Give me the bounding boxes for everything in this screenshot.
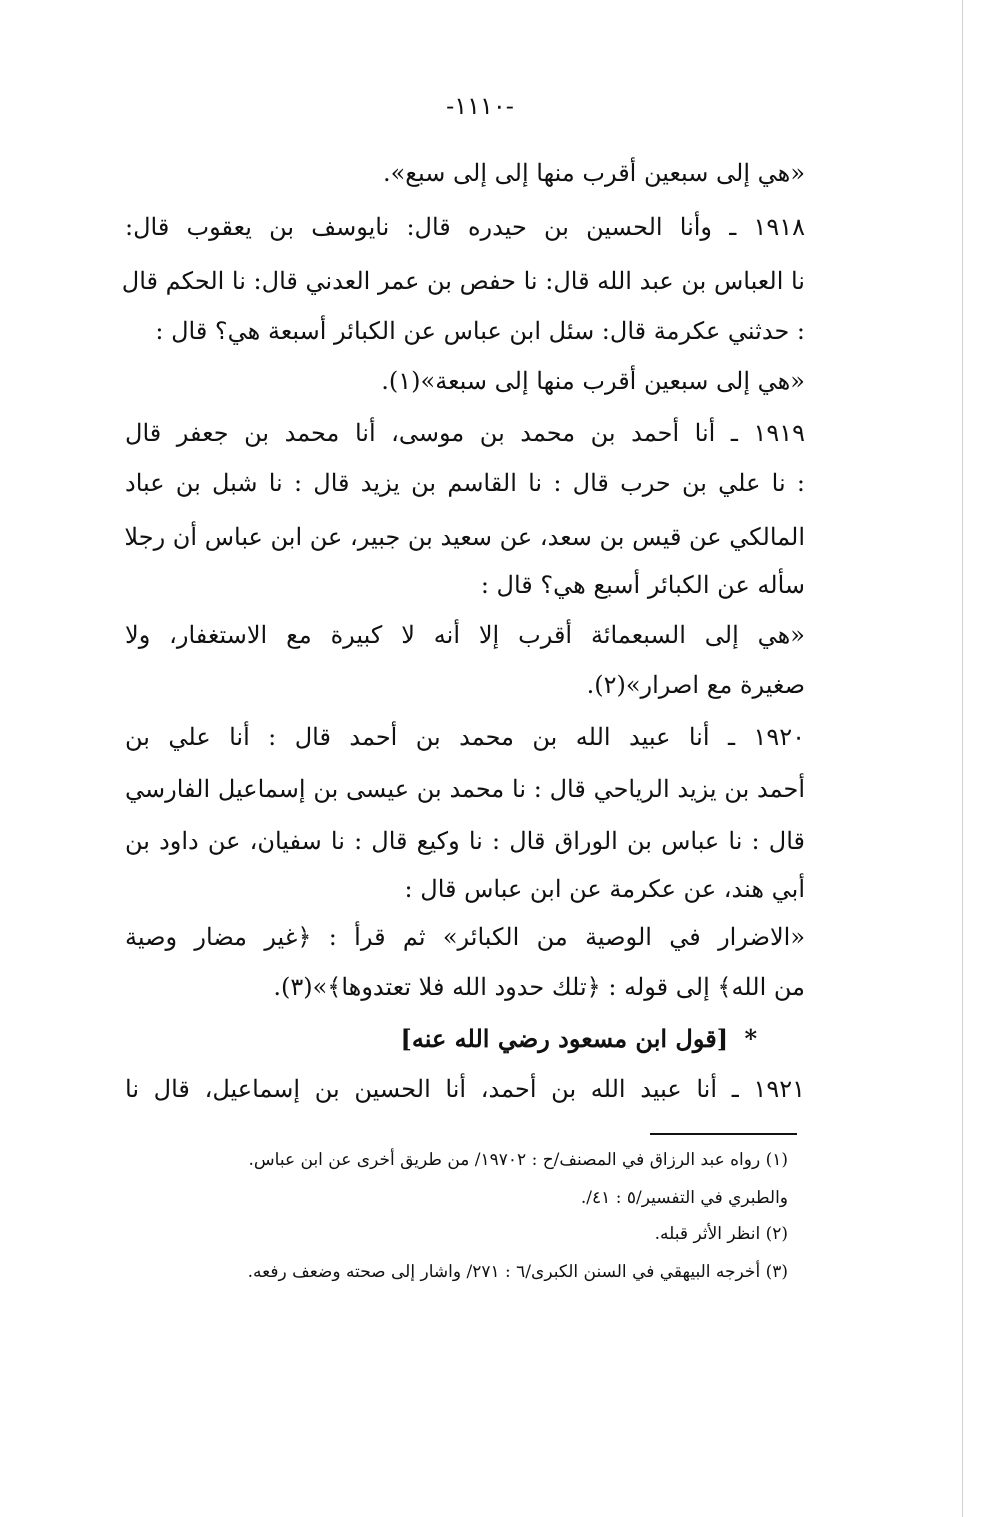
text-line: ١٩١٩ ـ أنا أحمد بن محمد بن موسى، أنا محمد بن جعفر قال	[125, 419, 805, 447]
text-line: سأله عن الكبائر أسبع هي؟ قال :	[480, 571, 805, 599]
text-line: أبي هند، عن عكرمة عن ابن عباس قال :	[404, 875, 805, 903]
text-line: «هي إلى سبعين أقرب منها إلى إلى سبع».	[382, 159, 805, 187]
text-line: قال : نا عباس بن الوراق قال : نا وكيع قال : نا سفيان، عن داود بن	[125, 827, 805, 855]
text-line: «هي إلى سبعين أقرب منها إلى سبعة»(١).	[381, 367, 805, 395]
text-line: «هي إلى السبعمائة أقرب إلا أنه لا كبيرة مع الاستغفار، ولا	[125, 621, 805, 649]
text-line: صغيرة مع اصرار»(٢).	[586, 671, 805, 699]
page-number: -١١١٠-	[446, 92, 514, 120]
scan-edge-divider	[962, 0, 963, 1517]
text-line: أحمد بن يزيد الرياحي قال : نا محمد بن عيسى بن إسماعيل الفارسي	[125, 775, 805, 803]
text-line: من الله﴾ إلى قوله : ﴿تلك حدود الله فلا تعتدوها﴾»(٣).	[273, 973, 805, 1001]
text-line: : نا علي بن حرب قال : نا القاسم بن يزيد قال : نا شبل بن عباد	[125, 469, 805, 497]
text-line: نا العباس بن عبد الله قال: نا حفص بن عمر العدني قال: نا الحكم قال	[121, 267, 805, 295]
text-line: المالكي عن قيس بن سعد، عن سعيد بن جبير، عن ابن عباس أن رجلا	[124, 523, 805, 551]
text-line: ١٩٢٠ ـ أنا عبيد الله بن محمد بن أحمد قال : أنا علي بن	[125, 723, 805, 751]
footnotes	[160, 0, 788, 1300]
section-heading-text: [قول ابن مسعود رضي الله عنه]	[400, 1024, 729, 1053]
footnote-line: والطبري في التفسير/٥ : ٤١/.	[580, 1188, 788, 1208]
text-line: : حدثني عكرمة قال: سئل ابن عباس عن الكبائر أسبعة هي؟ قال :	[155, 317, 805, 345]
footnote-line: (٢) انظر الأثر قبله.	[654, 1224, 788, 1244]
text-line: «الاضرار في الوصية من الكبائر» ثم قرأ : ﴿غير مضار وصية	[125, 923, 805, 951]
footnote-line: (١) رواه عبد الرزاق في المصنف/ح : ١٩٧٠٢/ من طريق أخرى عن ابن عباس.	[248, 1150, 788, 1170]
text-line: ١٩١٨ ـ وأنا الحسين بن حيدره قال: نايوسف بن يعقوب قال:	[125, 213, 805, 241]
text-line: ١٩٢١ ـ أنا عبيد الله بن أحمد، أنا الحسين بن إسماعيل، قال نا	[125, 1075, 805, 1103]
asterisk-icon: *	[744, 1024, 757, 1053]
footnote-line: (٣) أخرجه البيهقي في السنن الكبرى/٦ : ٢٧١/ واشار إلى صحته وضعف رفعه.	[247, 1262, 788, 1282]
